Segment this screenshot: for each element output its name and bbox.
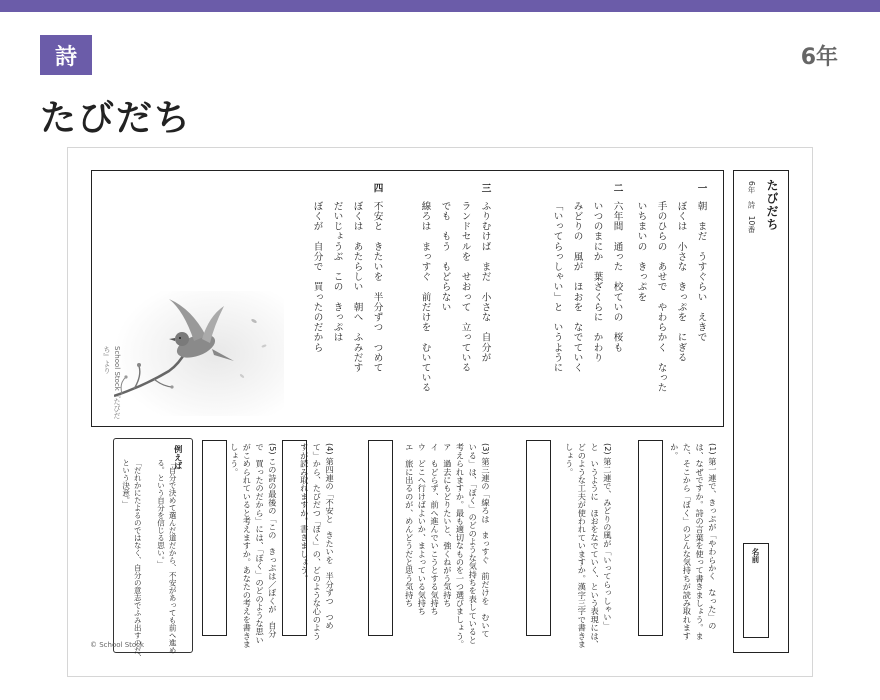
sheet-meta: 6年 詩 10番 xyxy=(747,181,756,233)
poem-line: ふりむけば まだ 小さな 自分が xyxy=(479,201,491,363)
poem-line: 線ろは まっすぐ 前だけを むいている xyxy=(419,201,431,393)
example-text: 「自分で決めて選んだ道だから、不安があっても前へ進め る。という自分を信じる思い。」 「だれかにたよるのではなく、自分の意志でふみ出すのだ、 という決意。」 xyxy=(121,459,178,662)
poem-line: 手のひらの あせで やわらかく なった xyxy=(655,201,667,393)
category-badge: 詩 xyxy=(40,35,92,75)
poem-line: ぼくは あたらしい 朝へ ふみだす xyxy=(351,201,363,373)
poem-line: 「いってらっしゃい」と いうように xyxy=(551,201,563,373)
answer-box-4[interactable] xyxy=(282,440,307,636)
example-box xyxy=(113,438,193,662)
question-5: (5) この詩の最後の「この きっぷは／ぼくが 自分 で 買ったのだから」には、「ぼく」のどのような思い がこめられていると考えますか。あなたの考えを書きま しょう。 xyxy=(229,443,278,648)
name-label: 名前 xyxy=(751,548,760,563)
stanza-number: 三 xyxy=(479,183,491,194)
question-2: (2) 第二連で、みどりの風が「いってらっしゃい」 と いうように ほおをなでていく、という表現には、 どのような工夫が使われていますか。漢字三字で書きま しょう。 xyxy=(564,443,613,648)
question-3: (3) 第三連の「線ろは まっすぐ 前だけを むいて いる」は、「ぼく」のどのような気持ちを表していると 考えられますか。最も適切なものを一つ選びましょう。 ア 過去にもどりたいと、強くねがう気持ち イ もどらず、前へ進んでいこうとする気持ち ウ どこへ行けばよいか、まよっている気持ち エ 旅に出るのが、めんどうだと思う気持ち xyxy=(404,443,491,648)
poem-line: でも もう もどらない xyxy=(439,201,451,313)
poem-line: ぼくが 自分で 買ったのだから xyxy=(311,201,323,353)
name-panel xyxy=(733,170,789,653)
question-1: (1) 第一連で、きっぷが「やわらかく なった」の は、なぜですか。詩の言葉を使って書きましょう。ま た、そこから「ぼく」のどんな気持ちが読み取れます か。 xyxy=(669,443,718,640)
grade-label: 6年 xyxy=(800,45,838,70)
copyright: © School Stock xyxy=(90,641,145,649)
poem-line: 朝 まだ うすぐらい えきで xyxy=(695,201,707,343)
answer-box-5[interactable] xyxy=(202,440,227,636)
bird-illustration xyxy=(114,291,284,416)
question-4: (4) 第四連の「不安と きたいを 半分ずつ つめ て」から、たびだつ「ぼく」の、どのような心のよう すが読み取れますか。書きましょう。 xyxy=(299,443,336,640)
poem-line: ランドセルを せおって 立っている xyxy=(459,201,471,373)
answer-box-1[interactable] xyxy=(638,440,663,636)
poem-line: みどりの 風が ほおを なでていく xyxy=(571,201,583,373)
stanza-number: 四 xyxy=(371,183,383,194)
worksheet-preview[interactable] xyxy=(67,147,813,677)
answer-box-2[interactable] xyxy=(526,440,551,636)
poem-line: だいじょうぶ この きっぷは xyxy=(331,201,343,343)
poem-line: 六年間 通った 校ていの 桜も xyxy=(611,201,623,353)
poem-line: いちまいの きっぷを xyxy=(635,201,647,302)
example-label: 例えば xyxy=(173,445,184,470)
sheet-poem-title: たびだち xyxy=(765,179,779,231)
poem-line: いつのまにか 葉ざくらに かわり xyxy=(591,201,603,363)
stanza-number: 二 xyxy=(611,183,623,194)
poem-line: 不安と きたいを 半分ずつ つめて xyxy=(371,201,383,373)
answer-box-3[interactable] xyxy=(368,440,393,636)
stanza-number: 一 xyxy=(695,183,707,194)
poem-line: ぼくは 小さな きっぷを にぎる xyxy=(675,201,687,363)
name-field[interactable] xyxy=(743,543,769,638)
poem-box xyxy=(91,170,724,427)
poem-credit: School Stock『たびだち』より xyxy=(103,346,121,419)
top-accent-bar xyxy=(0,0,880,12)
page-title: たびだち xyxy=(40,98,193,139)
